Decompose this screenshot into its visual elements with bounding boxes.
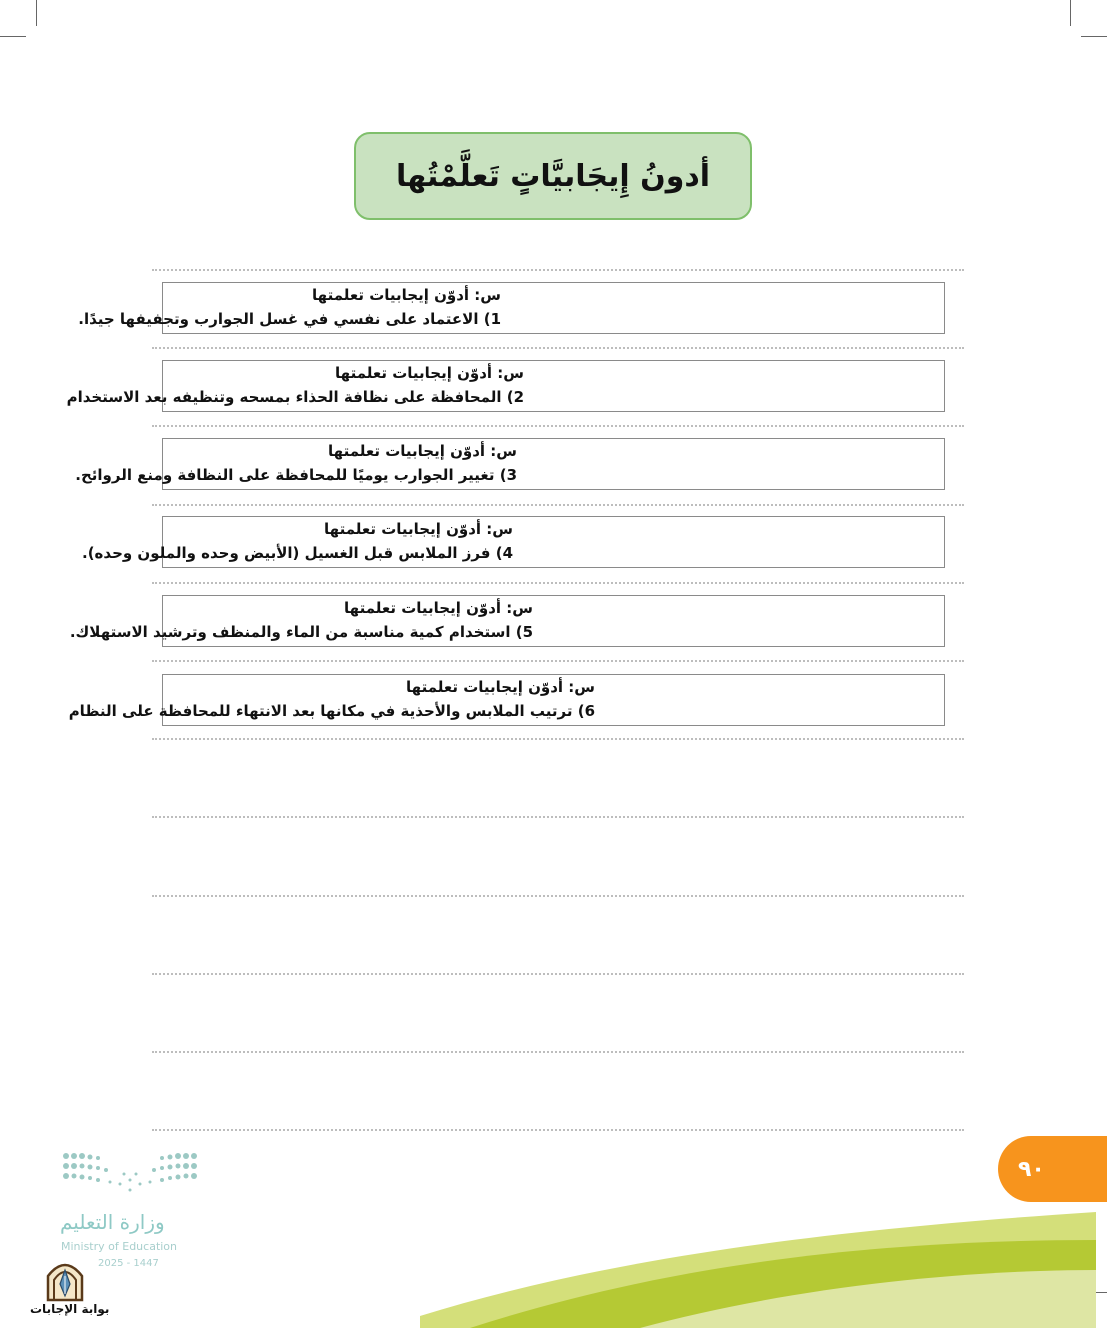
answer-text: 3) تغيير الجوارب يوميًا للمحافظة على النظافة ومنع الروائح. bbox=[75, 466, 517, 484]
crop-mark bbox=[1070, 0, 1071, 26]
crop-mark bbox=[0, 36, 26, 37]
dotted-writing-line bbox=[152, 582, 964, 584]
answer-box bbox=[68, 674, 945, 726]
question-text: س: أدوّن إيجابيات تعلمتها bbox=[344, 599, 533, 617]
dotted-writing-line bbox=[152, 269, 964, 271]
ministry-name-arabic: وزارة التعليم bbox=[60, 1210, 165, 1234]
dotted-writing-line bbox=[152, 1129, 964, 1131]
answer-text: 4) فرز الملابس قبل الغسيل (الأبيض وحده والملون وحده). bbox=[82, 544, 513, 562]
answer-box bbox=[66, 360, 945, 412]
dotted-writing-line bbox=[152, 660, 964, 662]
dotted-writing-line bbox=[152, 738, 964, 740]
question-text: س: أدوّن إيجابيات تعلمتها bbox=[328, 442, 517, 460]
dotted-writing-line bbox=[152, 504, 964, 506]
answer-text: 5) استخدام كمية مناسبة من الماء والمنظف وترشيد الاستهلاك. bbox=[69, 623, 533, 641]
ministry-logo-icon bbox=[58, 1150, 203, 1206]
dotted-writing-line bbox=[152, 347, 964, 349]
answer-box bbox=[75, 438, 945, 490]
question-text: س: أدوّن إيجابيات تعلمتها bbox=[312, 286, 501, 304]
portal-label: بوابة الإجابات bbox=[30, 1302, 110, 1316]
crop-mark bbox=[36, 0, 37, 26]
page-number: ٩٠ bbox=[1018, 1156, 1045, 1182]
answer-box bbox=[69, 595, 945, 647]
question-text: س: أدوّن إيجابيات تعلمتها bbox=[335, 364, 524, 382]
crop-mark bbox=[1081, 36, 1107, 37]
dotted-writing-line bbox=[152, 425, 964, 427]
answer-text: 1) الاعتماد على نفسي في غسل الجوارب وتجفيفها جيدًا. bbox=[78, 310, 501, 328]
dotted-writing-line bbox=[152, 1051, 964, 1053]
question-text: س: أدوّن إيجابيات تعلمتها bbox=[406, 678, 595, 696]
mosque-pen-icon bbox=[44, 1256, 86, 1302]
ministry-year: 2025 - 1447 bbox=[98, 1258, 159, 1269]
dotted-writing-line bbox=[152, 973, 964, 975]
answer-box bbox=[82, 516, 945, 568]
answer-box bbox=[78, 282, 945, 334]
answer-text: 6) ترتيب الملابس والأحذية في مكانها بعد الانتهاء للمحافظة على النظام bbox=[68, 702, 595, 720]
dotted-writing-line bbox=[152, 816, 964, 818]
page-number-tab bbox=[998, 1136, 1107, 1202]
dotted-writing-line bbox=[152, 895, 964, 897]
page-title-box bbox=[354, 132, 752, 220]
answer-text: 2) المحافظة على نظافة الحذاء بمسحه وتنظيفه بعد الاستخدام bbox=[66, 388, 524, 406]
ministry-name-english: Ministry of Education bbox=[61, 1240, 178, 1253]
page-title: أدونُ إِيجَابيَّاتٍ تَعلَّمْتُها bbox=[395, 158, 711, 194]
question-text: س: أدوّن إيجابيات تعلمتها bbox=[324, 520, 513, 538]
